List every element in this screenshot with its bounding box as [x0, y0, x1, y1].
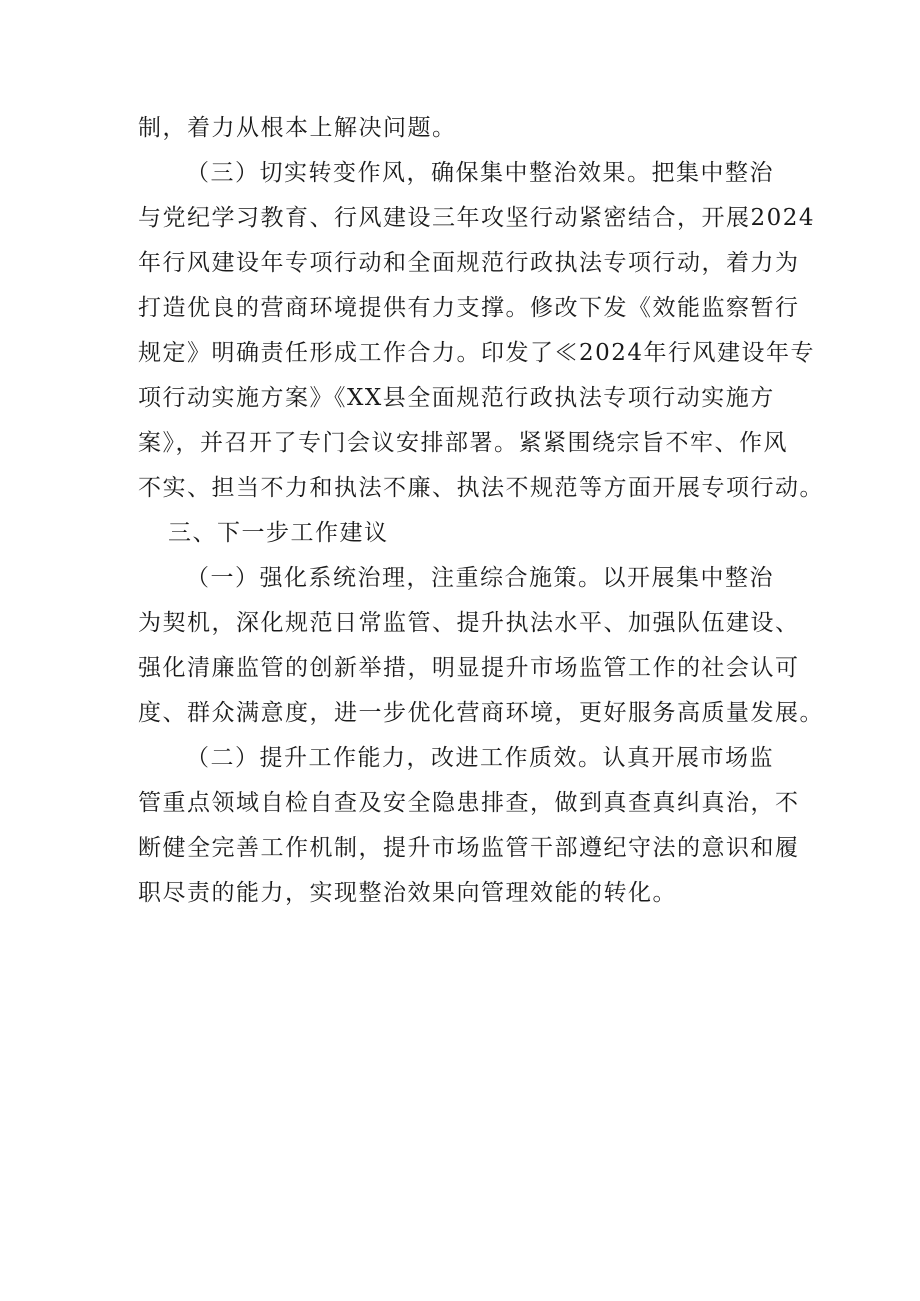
paragraph-line: 职尽责的能力，实现整治效果向管理效能的转化。	[138, 880, 677, 906]
paragraph-line: （一）强化系统治理，注重综合施策。以开展集中整治	[186, 565, 774, 591]
paragraph-line: 度、群众满意度，进一步优化营商环境，更好服务高质量发展。	[138, 700, 824, 726]
paragraph-line: 打造优良的营商环境提供有力支撑。修改下发《效能监察暂行	[138, 295, 800, 321]
paragraph-line: 管重点领域自检自查及安全隐患排查，做到真查真纠真治，不	[138, 790, 800, 816]
paragraph-line: （三）切实转变作风，确保集中整治效果。把集中整治	[186, 160, 774, 186]
paragraph-line: 不实、担当不力和执法不廉、执法不规范等方面开展专项行动。	[138, 475, 824, 501]
paragraph-line: 断健全完善工作机制，提升市场监管干部遵纪守法的意识和履	[138, 835, 800, 861]
paragraph-line: 与党纪学习教育、行风建设三年攻坚行动紧密结合，开展2024	[138, 205, 816, 231]
section-heading: 三、下一步工作建议	[168, 520, 389, 546]
paragraph-line: 制，着力从根本上解决问题。	[138, 115, 457, 141]
document-body	[138, 106, 824, 916]
paragraph-line: 为契机，深化规范日常监管、提升执法水平、加强队伍建设、	[138, 610, 800, 636]
paragraph-line: 强化清廉监管的创新举措，明显提升市场监管工作的社会认可	[138, 655, 800, 681]
paragraph-line: 项行动实施方案》《XX县全面规范行政执法专项行动实施方	[138, 385, 775, 411]
paragraph-line: 案》，并召开了专门会议安排部署。紧紧围绕宗旨不牢、作风	[138, 430, 788, 456]
paragraph-line: （二）提升工作能力，改进工作质效。认真开展市场监	[186, 745, 774, 771]
paragraph-line: 年行风建设年专项行动和全面规范行政执法专项行动，着力为	[138, 250, 800, 276]
paragraph-line: 规定》明确责任形成工作合力。印发了≪2024年行风建设年专	[138, 340, 816, 366]
